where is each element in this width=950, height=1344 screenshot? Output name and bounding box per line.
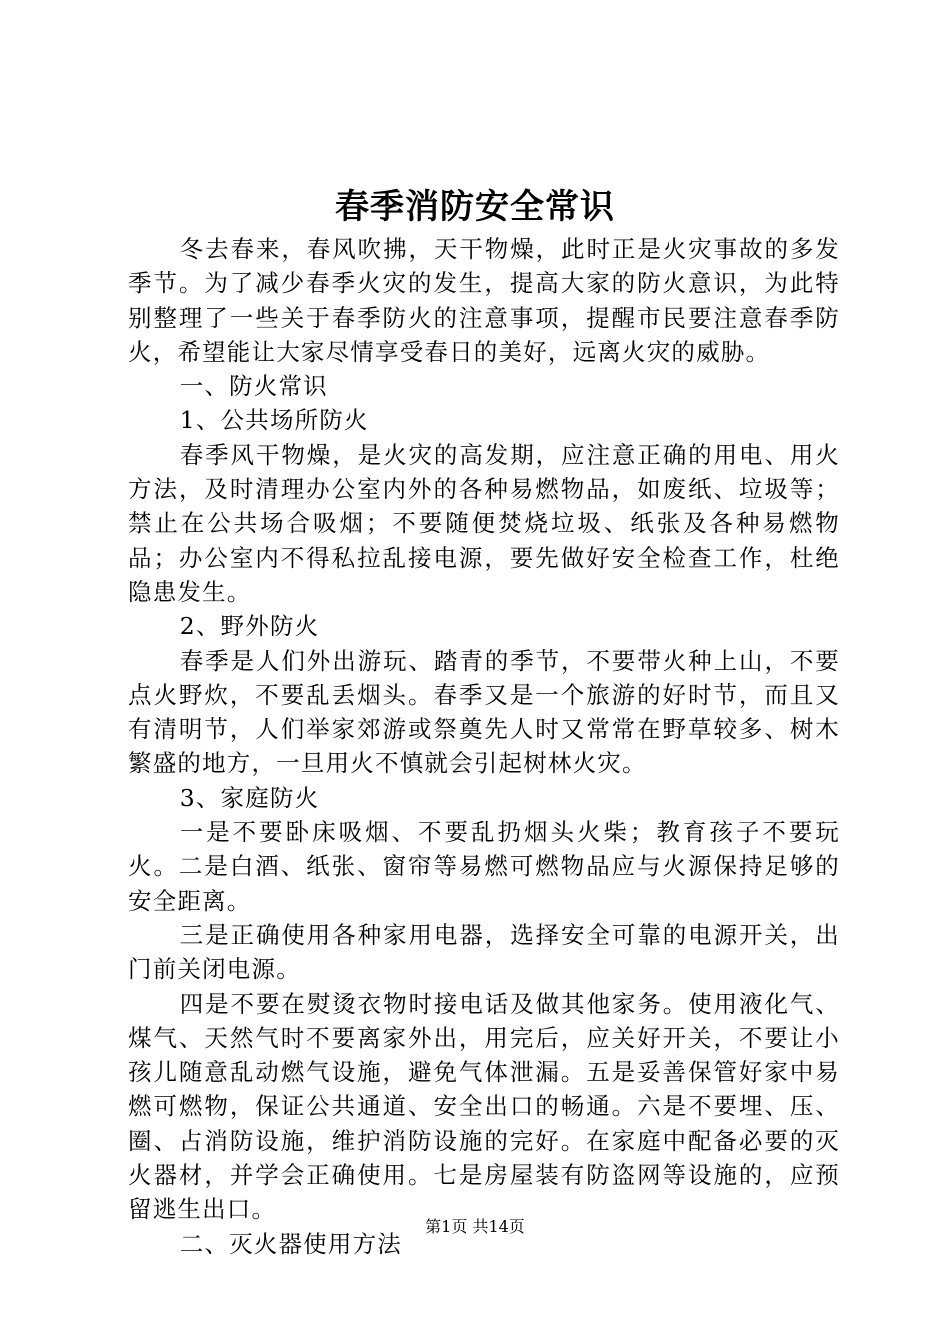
page-number-footer: 第1页 共14页 <box>425 1217 525 1236</box>
section-heading-extinguisher: 二、灭火器使用方法 <box>179 1229 402 1258</box>
intro-paragraph: 冬去春来，春风吹拂，天干物燥，此时正是火灾事故的多发季节。为了减少春季火灾的发生，提高大家的防火意识，为此特别整理了一些关于春季防火的注意事项，提醒市民要注意春季防火，希望能让大家尽情享受春日的美好，远离火灾的威胁。 <box>128 235 840 366</box>
public-places-paragraph: 春季风干物燥，是火灾的高发期，应注意正确的用电、用火方法，及时清理办公室内外的各种易燃物品，如废纸、垃圾等；禁止在公共场合吸烟；不要随便焚烧垃圾、纸张及各种易燃物品；办公室内不得私拉乱接电源，要先做好安全检查工作，杜绝隐患发生。 <box>128 440 840 606</box>
document-body <box>128 232 840 1261</box>
subsection-heading-outdoor: 2、野外防火 <box>179 612 320 641</box>
home-paragraph-2: 三是正确使用各种家用电器，选择安全可靠的电源开关，出门前关闭电源。 <box>128 920 840 984</box>
home-paragraph-1: 一是不要卧床吸烟、不要乱扔烟头火柴；教育孩子不要玩火。二是白酒、纸张、窗帘等易燃可燃物品应与火源保持足够的安全距离。 <box>128 818 840 915</box>
subsection-heading-home: 3、家庭防火 <box>179 783 320 812</box>
document-title: 春季消防安全常识 <box>335 187 615 227</box>
outdoor-paragraph: 春季是人们外出游玩、踏青的季节，不要带火种上山，不要点火野炊，不要乱丢烟头。春季又是一个旅游的好时节，而且又有清明节，人们举家郊游或祭奠先人时又常常在野草较多、树木繁盛的地方，一旦用火不慎就会引起树林火灾。 <box>128 646 840 778</box>
home-paragraph-3: 四是不要在熨烫衣物时接电话及做其他家务。使用液化气、煤气、天然气时不要离家外出，用完后，应关好开关，不要让小孩儿随意乱动燃气设施，避免气体泄漏。五是妥善保管好家中易燃可燃物，保证公共通道、安全出口的畅通。六是不要埋、压、圈、占消防设施，维护消防设施的完好。在家庭中配备必要的灭火器材，并学会正确使用。七是房屋装有防盗网等设施的，应预留逃生出口。 <box>128 989 840 1224</box>
section-heading-fire-knowledge: 一、防火常识 <box>179 372 328 401</box>
subsection-heading-public-places: 1、公共场所防火 <box>179 406 369 435</box>
